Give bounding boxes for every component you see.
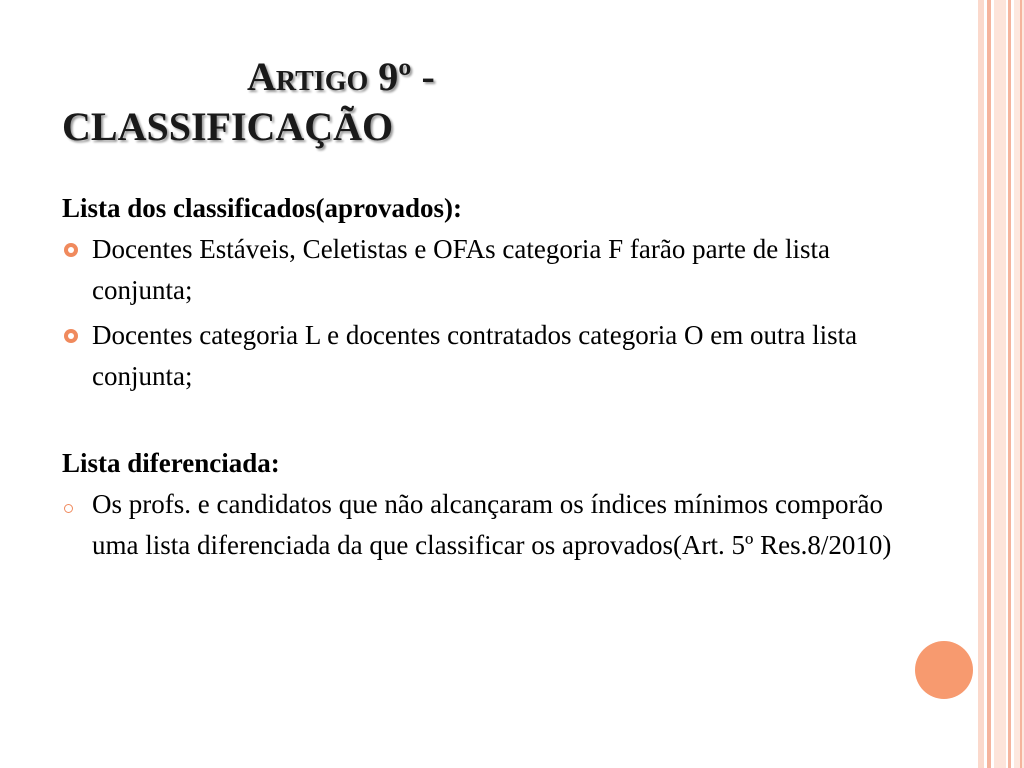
decorative-stripe [987,0,991,768]
spacer [62,401,892,443]
bullet-ring-icon [64,504,73,513]
bullet-disc-icon [64,329,78,343]
decorative-stripe [994,0,1006,768]
list-item [62,484,892,566]
slide-body [62,188,892,570]
decorative-stripe [978,0,984,768]
decorative-circle [915,641,973,699]
list-item-text: Os profs. e candidatos que não alcançaram os índices mínimos comporão uma lista diferenciada da que classificar os aprovados(Art. 5º Res.8/2010) [92,489,892,560]
title-line-2: CLASSIFICAÇÃO [62,104,394,149]
section-heading-classified: Lista dos classificados(aprovados): [62,193,463,223]
title-line-1: Artigo 9º - [247,54,435,99]
decorative-stripe [1020,0,1022,768]
slide-title [62,52,662,152]
list-item-text: Docentes Estáveis, Celetistas e OFAs categoria F farão parte de lista conjunta; [92,234,831,305]
list-item [62,315,892,397]
section-heading-differentiated: Lista diferenciada: [62,448,280,478]
bullet-disc-icon [64,243,78,257]
list-item-text: Docentes categoria L e docentes contratados categoria O em outra lista conjunta; [92,320,858,391]
decorative-stripe [1008,0,1011,768]
list-item [62,229,892,311]
decorative-stripe [1014,0,1024,768]
